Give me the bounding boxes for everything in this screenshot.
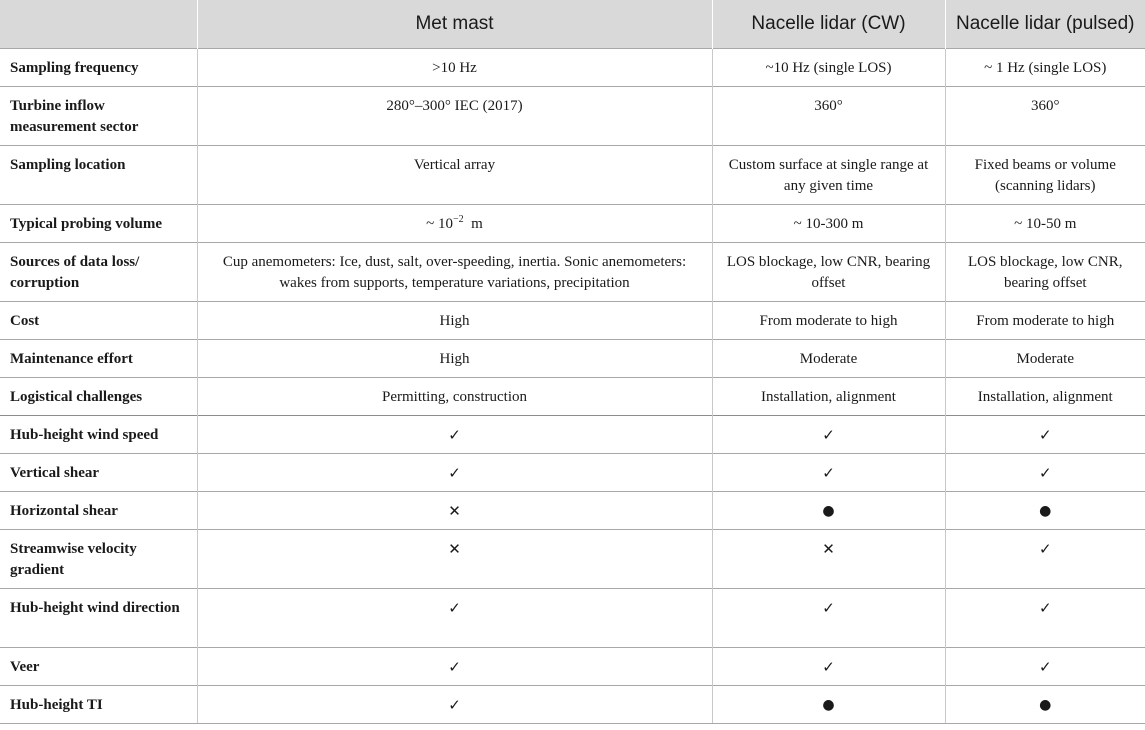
pulsed-lidar-cell: From moderate to high [945, 302, 1145, 340]
check-icon: ✓ [712, 589, 945, 648]
row-label: Veer [0, 648, 197, 686]
cw-lidar-cell: LOS blockage, low CNR, bearing offset [712, 243, 945, 302]
check-icon: ✓ [197, 648, 712, 686]
met-mast-cell: High [197, 340, 712, 378]
header-met-mast: Met mast [197, 0, 712, 49]
header-nacelle-lidar-cw: Nacelle lidar (CW) [712, 0, 945, 49]
check-icon: ✓ [945, 454, 1145, 492]
row-label: Cost [0, 302, 197, 340]
row-label: Logistical challenges [0, 378, 197, 416]
cw-lidar-cell: 360° [712, 87, 945, 146]
pulsed-lidar-cell: Fixed beams or volume (scanning lidars) [945, 146, 1145, 205]
cw-lidar-cell: ~ 10-300 m [712, 205, 945, 243]
met-mast-cell: Cup anemometers: Ice, dust, salt, over-speeding, inertia. Sonic anemometers: wakes from supports, temperature variations, precipitation [197, 243, 712, 302]
pulsed-lidar-cell: LOS blockage, low CNR, bearing offset [945, 243, 1145, 302]
row-label: Hub-height wind direction [0, 589, 197, 648]
check-icon: ✓ [197, 589, 712, 648]
header-blank-cell [0, 0, 197, 49]
check-icon: ✓ [945, 648, 1145, 686]
table-header [0, 0, 1145, 49]
row-label: Streamwise velocity gradient [0, 530, 197, 589]
cw-lidar-cell: Installation, alignment [712, 378, 945, 416]
met-mast-cell: Permitting, construction [197, 378, 712, 416]
row-label: Sources of data loss/ corruption [0, 243, 197, 302]
check-icon: ✓ [712, 648, 945, 686]
table-row [0, 589, 1145, 648]
cross-icon: ✕ [712, 530, 945, 589]
cw-lidar-cell: ~10 Hz (single LOS) [712, 49, 945, 87]
check-icon: ✓ [945, 589, 1145, 648]
row-label: Sampling location [0, 146, 197, 205]
table-row [0, 648, 1145, 686]
table-row [0, 454, 1145, 492]
met-mast-cell: 280°–300° IEC (2017) [197, 87, 712, 146]
cw-lidar-cell: Custom surface at single range at any given time [712, 146, 945, 205]
met-mast-cell: High [197, 302, 712, 340]
table-row [0, 205, 1145, 243]
row-label: Horizontal shear [0, 492, 197, 530]
row-label: Sampling frequency [0, 49, 197, 87]
table-row [0, 416, 1145, 454]
check-icon: ✓ [945, 530, 1145, 589]
table-row [0, 302, 1145, 340]
met-mast-cell: Vertical array [197, 146, 712, 205]
check-icon: ✓ [197, 454, 712, 492]
probing-volume-prefix: ~ 10 [426, 216, 454, 232]
row-label: Vertical shear [0, 454, 197, 492]
check-icon: ✓ [197, 416, 712, 454]
check-icon: ✓ [712, 454, 945, 492]
header-nacelle-lidar-pulsed: Nacelle lidar (pulsed) [945, 0, 1145, 49]
pulsed-lidar-cell: Installation, alignment [945, 378, 1145, 416]
pulsed-lidar-cell: 360° [945, 87, 1145, 146]
check-icon: ✓ [197, 686, 712, 724]
probing-volume-exponent: −2 [453, 214, 464, 225]
pulsed-lidar-cell: Moderate [945, 340, 1145, 378]
row-label: Hub-height wind speed [0, 416, 197, 454]
table-row [0, 686, 1145, 724]
table-row [0, 87, 1145, 146]
row-label: Typical probing volume [0, 205, 197, 243]
met-mast-cell: >10 Hz [197, 49, 712, 87]
table-row [0, 378, 1145, 416]
table-row [0, 340, 1145, 378]
table-body [0, 49, 1145, 724]
probing-volume-unit: m [471, 216, 483, 232]
pulsed-lidar-cell: ~ 1 Hz (single LOS) [945, 49, 1145, 87]
bullet-icon: ● [945, 492, 1145, 530]
row-label: Maintenance effort [0, 340, 197, 378]
row-label: Turbine inflow measurement sector [0, 87, 197, 146]
header-row [0, 0, 1145, 49]
cw-lidar-cell: Moderate [712, 340, 945, 378]
table-row [0, 49, 1145, 87]
table-row [0, 492, 1145, 530]
met-mast-cell [197, 205, 712, 243]
bullet-icon: ● [712, 686, 945, 724]
table-row [0, 146, 1145, 205]
pulsed-lidar-cell: ~ 10-50 m [945, 205, 1145, 243]
cw-lidar-cell: From moderate to high [712, 302, 945, 340]
bullet-icon: ● [712, 492, 945, 530]
table-row [0, 243, 1145, 302]
cross-icon: ✕ [197, 492, 712, 530]
check-icon: ✓ [712, 416, 945, 454]
check-icon: ✓ [945, 416, 1145, 454]
cross-icon: ✕ [197, 530, 712, 589]
table-row [0, 530, 1145, 589]
bullet-icon: ● [945, 686, 1145, 724]
row-label: Hub-height TI [0, 686, 197, 724]
